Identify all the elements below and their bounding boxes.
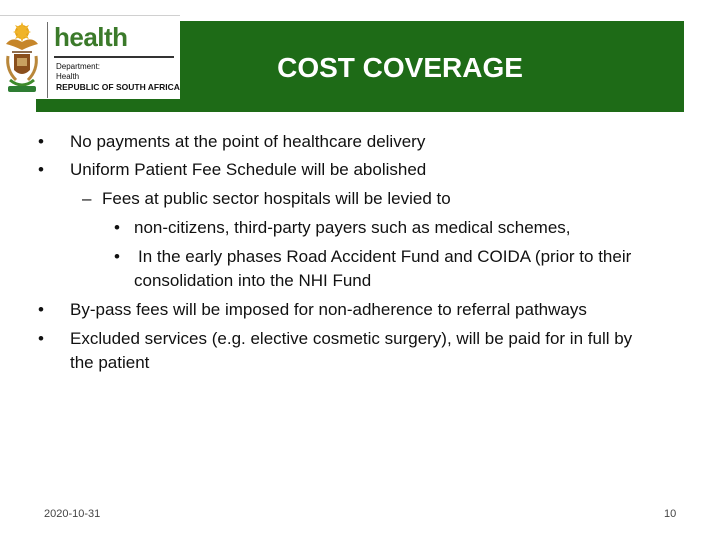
footer-date: 2020-10-31 [44,508,101,520]
bullet-dot-icon: • [114,247,120,266]
bullet-dot-icon: • [114,218,120,237]
bullet-excluded-services: Excluded services (e.g. elective cosmetic surgery), will be paid for in full by [70,329,633,348]
logo-department-label: Department: [56,62,101,71]
footer-page-number: 10 [664,508,677,520]
bullet-dot-icon: • [38,132,44,151]
logo-country: REPUBLIC OF SOUTH AFRICA [56,82,180,92]
logo-department-name: Health [56,72,80,81]
sub-bullet-dash-icon: – [82,189,92,208]
bullet-dot-icon: • [38,160,44,179]
bullet-dot-icon: • [38,329,44,348]
sub-sub-bullet-raf-coida: In the early phases Road Accident Fund and COIDA (prior to their [138,247,632,266]
bullet-excluded-services-cont: the patient [70,353,150,372]
bullet-by-pass-fees: By-pass fees will be imposed for non-adherence to referral pathways [70,300,587,319]
sub-bullet-fees-levied: Fees at public sector hospitals will be levied to [102,189,451,208]
slide-title: COST COVERAGE [277,52,523,83]
bullet-dot-icon: • [38,300,44,319]
logo-wordmark: health [54,22,128,52]
bullet-fee-schedule: Uniform Patient Fee Schedule will be abolished [70,160,427,179]
sub-sub-bullet-non-citizens: non-citizens, third-party payers such as medical schemes, [134,218,571,237]
bullet-no-payments: No payments at the point of healthcare delivery [70,132,426,151]
sub-sub-bullet-raf-coida-cont: consolidation into the NHI Fund [134,271,372,290]
